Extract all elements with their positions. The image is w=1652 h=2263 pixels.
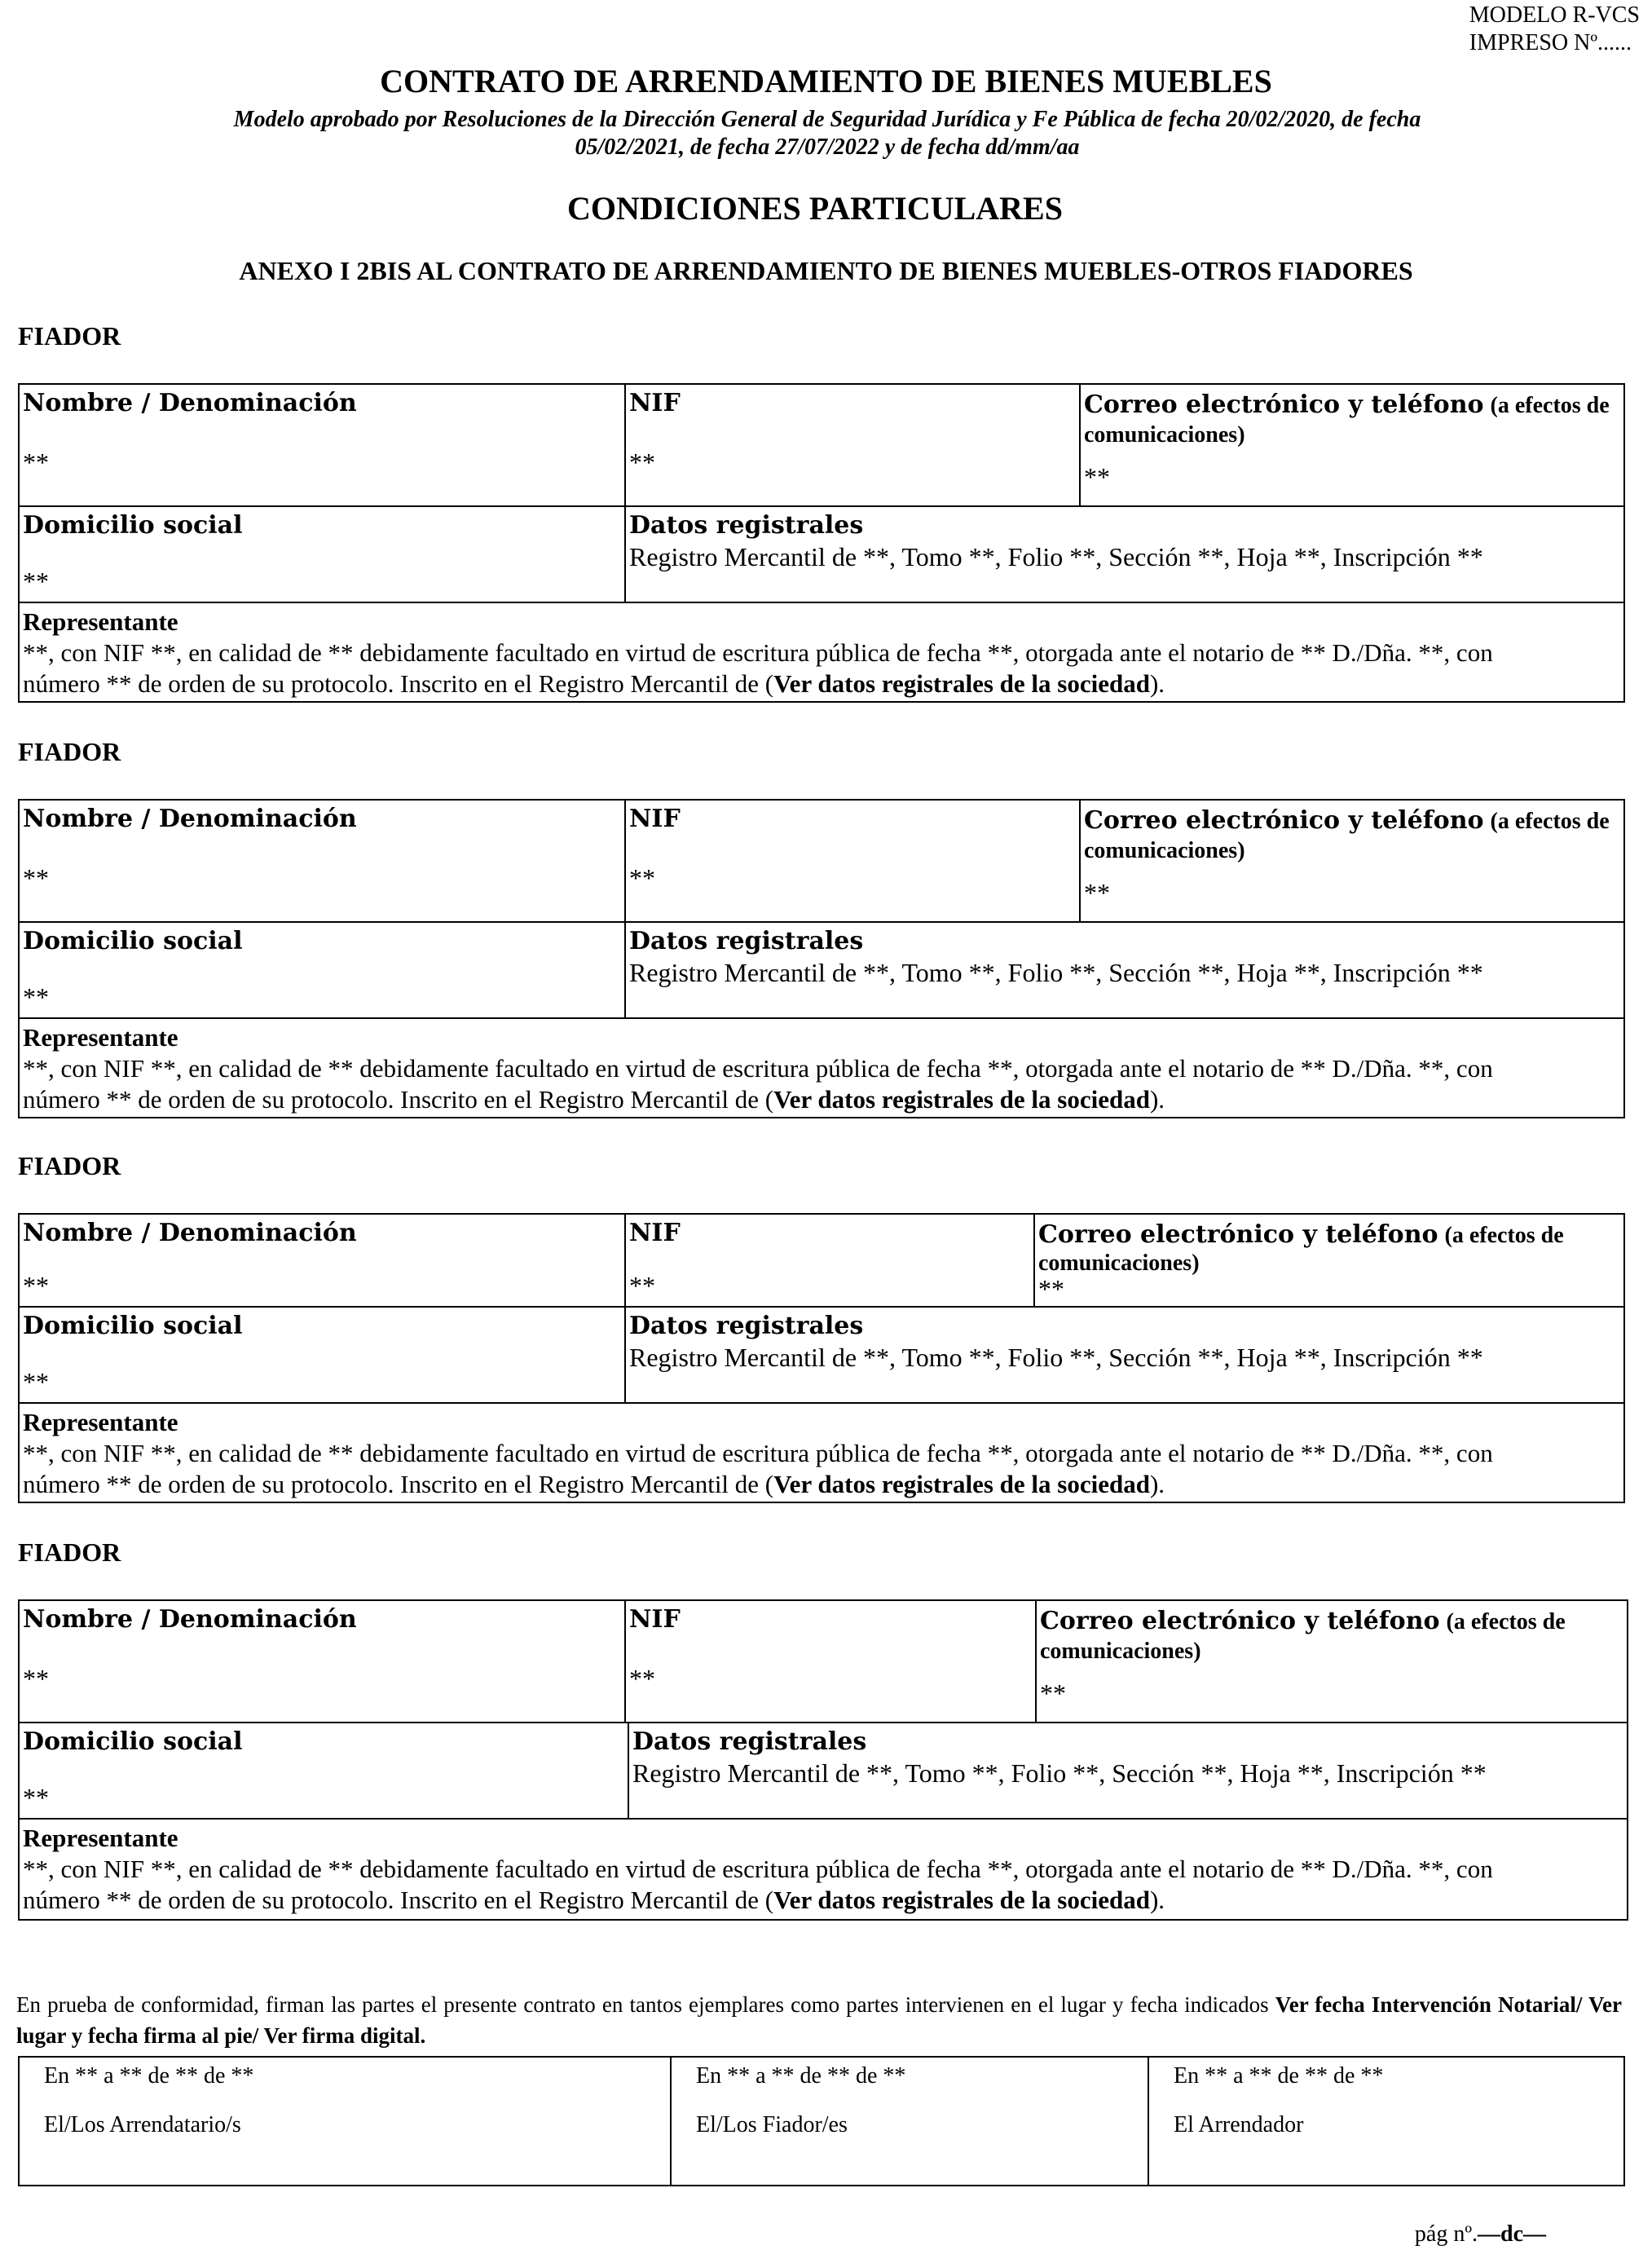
representante-line2[interactable]: número ** de orden de su protocolo. Inscrito en el Registro Mercantil de (Ver datos registrales de la sociedad). — [23, 1886, 1165, 1914]
correo-label: Correo electrónico y teléfono — [1084, 806, 1484, 835]
conformidad-ref: Ver fecha Intervención Notarial/ Ver lugar y fecha firma al pie/ Ver firma digital. — [16, 1992, 1623, 2048]
domicilio-label: Domicilio social — [23, 927, 243, 955]
registro-value[interactable]: Registro Mercantil de **, Tomo **, Folio **, Sección **, Hoja **, Inscripción ** — [629, 542, 1483, 571]
firma-arrendador[interactable] — [1149, 2058, 1623, 2185]
representante-section — [20, 1022, 1623, 1115]
representante-label: Representante — [23, 1408, 178, 1436]
datos-label: Datos registrales — [629, 511, 864, 540]
representante-line1[interactable]: **, con NIF **, en calidad de ** debidamente facultado en virtud de escritura pública de fecha **, otorgada ante el notario de ** D./Dña. **, con — [23, 1054, 1493, 1083]
domicilio-label: Domicilio social — [23, 511, 243, 540]
correo-cell: Correo electrónico y teléfono (a efectos de comunicaciones) ** — [1081, 385, 1623, 507]
nif-label: NIF — [629, 1605, 681, 1634]
datos-cell — [626, 507, 1623, 603]
representante-label: Representante — [23, 1824, 178, 1852]
correo-label: Correo electrónico y teléfono — [1040, 1607, 1440, 1635]
subtitle-line1: Modelo aprobado por Resoluciones de la Dirección General de Seguridad Jurídica y Fe Pública de fecha 20/02/2020, de fecha — [233, 107, 1421, 132]
fiador-block-3 — [18, 1213, 1625, 1503]
nombre-value[interactable]: ** — [23, 1271, 49, 1300]
conformidad-text — [16, 1989, 1622, 2051]
firmas-table — [18, 2056, 1625, 2186]
registro-value[interactable]: Registro Mercantil de **, Tomo **, Folio **, Sección **, Hoja **, Inscripción ** — [632, 1758, 1487, 1788]
nombre-cell — [20, 385, 626, 507]
conditions-heading: CONDICIONES PARTICULARES — [567, 190, 1063, 227]
registro-value[interactable]: Registro Mercantil de **, Tomo **, Folio **, Sección **, Hoja **, Inscripción ** — [629, 1343, 1483, 1372]
fiador-label-2: FIADOR — [18, 737, 121, 766]
datos-cell — [629, 1723, 1627, 1820]
firma-lugar: En ** a ** de ** de ** — [696, 2063, 906, 2089]
nif-cell — [626, 385, 1081, 507]
representante-line1[interactable]: **, con NIF **, en calidad de ** debidamente facultado en virtud de escritura pública de fecha **, otorgada ante el notario de ** D./Dña. **, con — [23, 638, 1493, 667]
page-number-value: —dc— — [1478, 2221, 1546, 2247]
datos-cell — [626, 1308, 1623, 1404]
representante-line1[interactable]: **, con NIF **, en calidad de ** debidamente facultado en virtud de escritura pública de fecha **, otorgada ante el notario de ** D./Dña. **, con — [23, 1855, 1493, 1883]
nif-value[interactable]: ** — [629, 1664, 655, 1693]
datos-label: Datos registrales — [629, 927, 864, 955]
page-number-label: pág nº. — [1414, 2221, 1478, 2247]
correo-value[interactable]: ** — [1084, 878, 1110, 907]
correo-value[interactable]: ** — [1038, 1274, 1064, 1304]
domicilio-cell — [20, 507, 626, 603]
fiador-block-4 — [18, 1599, 1628, 1921]
nombre-label: Nombre / Denominación — [23, 805, 357, 833]
correo-value[interactable]: ** — [1084, 462, 1110, 492]
modelo-ref — [1469, 2, 1640, 57]
firma-parte: El/Los Fiador/es — [696, 2112, 848, 2137]
nif-label: NIF — [629, 805, 681, 833]
nif-cell — [626, 801, 1081, 923]
nombre-cell — [20, 1601, 626, 1723]
firma-arrendatario[interactable] — [20, 2058, 672, 2185]
nombre-value[interactable]: ** — [23, 863, 49, 893]
nombre-value[interactable]: ** — [23, 448, 49, 477]
domicilio-value[interactable]: ** — [23, 982, 49, 1012]
firma-parte: El/Los Arrendatario/s — [44, 2112, 241, 2137]
nif-label: NIF — [629, 1219, 681, 1247]
representante-line1[interactable]: **, con NIF **, en calidad de ** debidamente facultado en virtud de escritura pública de fecha **, otorgada ante el notario de ** D./Dña. **, con — [23, 1439, 1493, 1467]
datos-label: Datos registrales — [632, 1727, 867, 1756]
representante-label: Representante — [23, 607, 178, 636]
fiador-label-4: FIADOR — [18, 1537, 121, 1567]
document-subtitle — [163, 106, 1491, 161]
firma-fiador[interactable] — [672, 2058, 1149, 2185]
correo-label: Correo electrónico y teléfono — [1038, 1220, 1438, 1249]
nombre-label: Nombre / Denominación — [23, 389, 357, 417]
datos-cell — [626, 923, 1623, 1019]
domicilio-value[interactable]: ** — [23, 567, 49, 596]
representante-section — [20, 607, 1623, 699]
fiador-label-3: FIADOR — [18, 1151, 121, 1180]
representante-line2[interactable]: número ** de orden de su protocolo. Inscrito en el Registro Mercantil de (Ver datos registrales de la sociedad). — [23, 669, 1165, 698]
domicilio-value[interactable]: ** — [23, 1783, 49, 1812]
nif-cell — [626, 1215, 1035, 1308]
firma-parte: El Arrendador — [1174, 2112, 1304, 2137]
nif-cell — [626, 1601, 1037, 1723]
representante-section — [20, 1823, 1627, 1916]
correo-cell: Correo electrónico y teléfono (a efectos de comunicaciones) ** — [1081, 801, 1623, 923]
representante-label: Representante — [23, 1023, 178, 1052]
nombre-cell — [20, 1215, 626, 1308]
domicilio-cell — [20, 1308, 626, 1404]
nif-label: NIF — [629, 389, 681, 417]
firma-lugar: En ** a ** de ** de ** — [1174, 2063, 1384, 2089]
page-number — [1415, 2221, 1546, 2248]
fiador-block-2 — [18, 799, 1625, 1118]
representante-line2[interactable]: número ** de orden de su protocolo. Inscrito en el Registro Mercantil de (Ver datos registrales de la sociedad). — [23, 1470, 1165, 1498]
nif-value[interactable]: ** — [629, 863, 655, 893]
fiador-label-1: FIADOR — [18, 321, 121, 351]
modelo-line2: IMPRESO Nº...... — [1469, 30, 1632, 55]
annex-heading: ANEXO I 2BIS AL CONTRATO DE ARRENDAMIENTO DE BIENES MUEBLES-OTROS FIADORES — [239, 256, 1413, 285]
nombre-cell — [20, 801, 626, 923]
correo-cell: Correo electrónico y teléfono (a efectos de comunicaciones) ** — [1037, 1601, 1627, 1723]
correo-label: Correo electrónico y teléfono — [1084, 390, 1484, 419]
representante-section — [20, 1407, 1623, 1500]
document-title: CONTRATO DE ARRENDAMIENTO DE BIENES MUEBLES — [380, 63, 1272, 99]
datos-label: Datos registrales — [629, 1312, 864, 1340]
domicilio-value[interactable]: ** — [23, 1367, 49, 1396]
correo-cell: Correo electrónico y teléfono (a efectos de comunicaciones) ** — [1035, 1215, 1623, 1308]
nombre-label: Nombre / Denominación — [23, 1219, 357, 1247]
representante-line2[interactable]: número ** de orden de su protocolo. Inscrito en el Registro Mercantil de (Ver datos registrales de la sociedad). — [23, 1085, 1165, 1114]
fiador-block-1 — [18, 383, 1625, 703]
nombre-value[interactable]: ** — [23, 1664, 49, 1693]
firma-lugar: En ** a ** de ** de ** — [44, 2063, 254, 2089]
domicilio-label: Domicilio social — [23, 1727, 243, 1756]
nombre-label: Nombre / Denominación — [23, 1605, 357, 1634]
nif-value[interactable]: ** — [629, 448, 655, 477]
conformidad-main: En prueba de conformidad, firman las partes el presente contrato en tantos ejemplares como partes intervienen en el lugar y fecha indicados — [16, 1992, 1269, 2017]
nif-value[interactable]: ** — [629, 1271, 655, 1300]
modelo-line1: MODELO R-VCS — [1469, 2, 1640, 28]
domicilio-cell — [20, 923, 626, 1019]
subtitle-line2: 05/02/2021, de fecha 27/07/2022 y de fecha dd/mm/aa — [575, 135, 1080, 160]
correo-value[interactable]: ** — [1040, 1679, 1066, 1708]
registro-value[interactable]: Registro Mercantil de **, Tomo **, Folio **, Sección **, Hoja **, Inscripción ** — [629, 958, 1483, 987]
domicilio-label: Domicilio social — [23, 1312, 243, 1340]
domicilio-cell — [20, 1723, 629, 1820]
